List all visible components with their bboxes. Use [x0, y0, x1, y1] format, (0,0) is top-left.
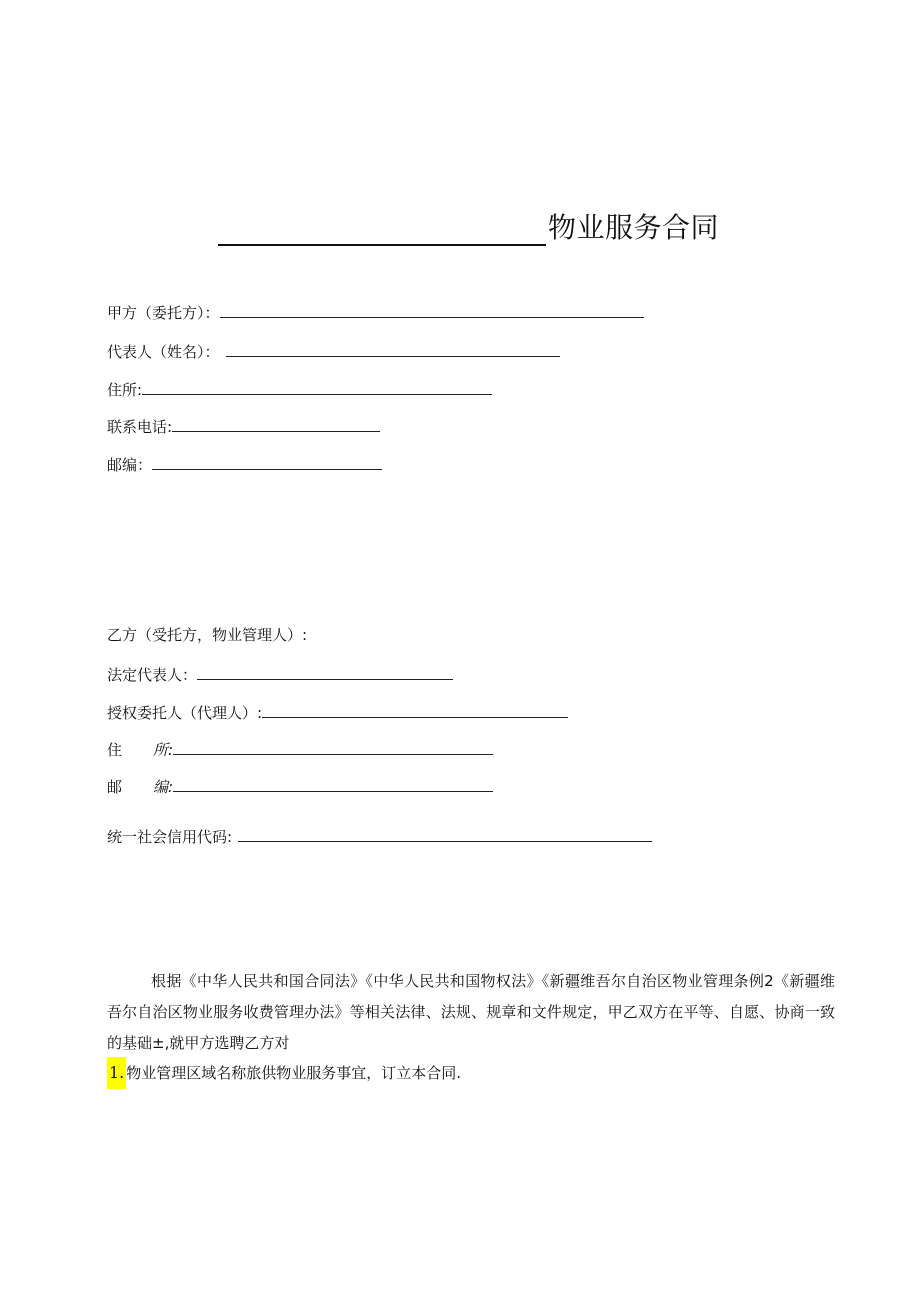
credit-code-field — [107, 824, 652, 848]
party-a-address-label: 住所: — [107, 381, 143, 399]
legal-rep-label: 法定代表人： — [107, 666, 198, 684]
party-a-field — [107, 300, 644, 324]
party-b-address-field — [107, 737, 493, 761]
representative-field — [107, 339, 560, 363]
party-a-blank — [220, 300, 644, 318]
document-title — [218, 210, 719, 246]
party-b-address-label-2: 所: — [153, 741, 174, 759]
title-blank-line — [218, 214, 546, 246]
item-text: 物业管理区域名称旅供物业服务事宜，订立本合同. — [126, 1064, 462, 1082]
party-a-postcode-field — [107, 452, 382, 476]
party-b-postcode-label-2: 编: — [153, 778, 174, 796]
preamble-paragraph: 根据《中华人民共和国合同法》《中华人民共和国物权法》《新疆维吾尔自治区物业管理条例2《新疆维吾尔自治区物业服务收费管理办法》等相关法律、法规、规章和文件规定，甲乙双方在平等、自愿、协商一致的基础±,就甲方选聘乙方对 — [107, 972, 835, 1052]
party-a-label: 甲方（委托方）： — [107, 304, 220, 322]
party-b-postcode-label-1: 邮 — [107, 778, 123, 796]
representative-label: 代表人（姓名）： — [107, 343, 220, 361]
item-number-highlight: 1. — [107, 1057, 126, 1089]
party-a-address-blank — [142, 377, 492, 395]
agent-label: 授权委托人（代理人）: — [107, 704, 263, 722]
legal-rep-field — [107, 662, 453, 686]
title-text: 物业服务合同 — [548, 211, 720, 244]
party-a-postcode-blank — [152, 452, 382, 470]
legal-rep-blank — [197, 662, 453, 680]
party-b-postcode-blank — [173, 774, 493, 792]
party-b-address-label-1: 住 — [107, 741, 123, 759]
credit-code-label: 统一社会信用代码: — [107, 828, 233, 846]
party-a-address-field — [107, 377, 492, 401]
agent-blank — [262, 700, 568, 718]
party-a-postcode-label: 邮编： — [107, 456, 153, 474]
party-b-heading: 乙方（受托方，物业管理人）: — [107, 626, 308, 644]
phone-blank — [172, 414, 380, 432]
phone-field — [107, 414, 380, 438]
party-b-postcode-field — [107, 774, 493, 798]
agent-field — [107, 700, 568, 724]
representative-blank — [226, 339, 560, 357]
party-b-address-blank — [173, 737, 493, 755]
numbered-item — [107, 1057, 461, 1089]
phone-label: 联系电话: — [107, 418, 173, 436]
credit-code-blank — [238, 824, 652, 842]
preamble — [107, 966, 835, 1059]
